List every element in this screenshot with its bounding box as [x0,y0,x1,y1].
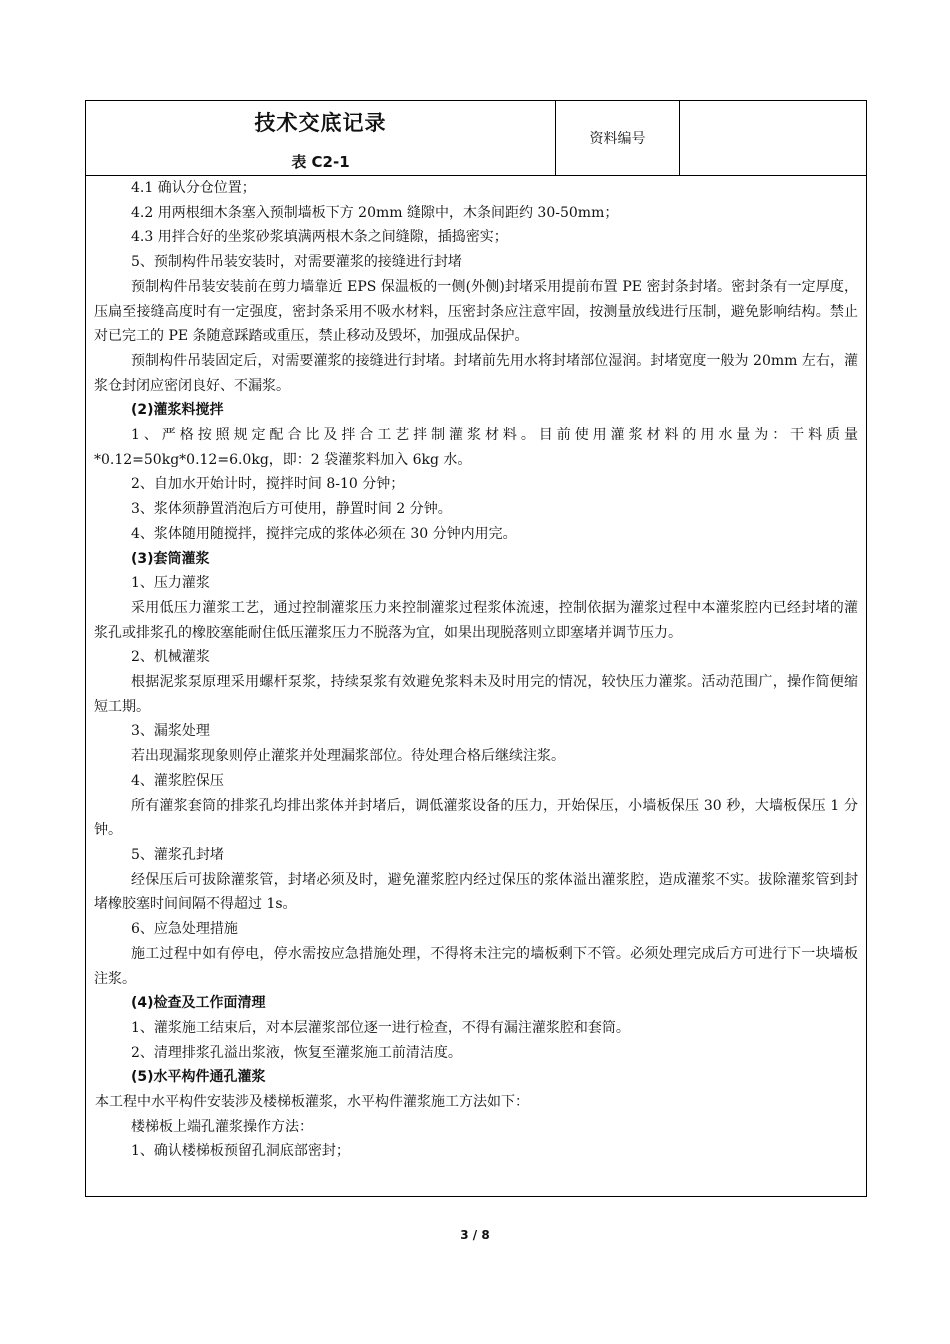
page-number: 3 / 8 [460,1228,490,1242]
paragraph: 本工程中水平构件安装涉及楼梯板灌浆，水平构件灌浆施工方法如下： [95,1094,529,1111]
paragraph: 根据泥浆泵原理采用螺杆泵浆，持续泵浆有效避免浆料未及时用完的情况，较快压力灌浆。活动范围广，操作简便缩短工期。 [94,674,858,715]
paragraph: 1、确认楼梯板预留孔洞底部密封； [131,1143,350,1160]
section-heading: (2)灌浆料搅拌 [131,402,224,419]
doc-no-label: 资料编号 [556,101,680,175]
paragraph: 2、机械灌浆 [131,649,210,666]
form-title: 技术交底记录 [254,111,387,135]
paragraph: 1、灌浆施工结束后，对本层灌浆部位逐一进行检查，不得有漏注灌浆腔和套筒。 [131,1019,630,1036]
paragraph: 1、压力灌浆 [131,575,210,592]
paragraph: 2、自加水开始计时，搅拌时间 8-10 分钟； [131,476,405,493]
paragraph: 1、严格按照规定配合比及拌合工艺拌制灌浆材料。目前使用灌浆材料的用水量为：干料质量*0.12=50kg*0.12=6.0kg，即：2 袋灌浆料加入 6kg 水。 [94,427,858,468]
paragraph: 预制构件吊装固定后，对需要灌浆的接缝进行封堵。封堵前先用水将封堵部位湿润。封堵宽度一般为 20mm 左右，灌浆仓封闭应密闭良好、不漏浆。 [94,352,858,394]
paragraph: 楼梯板上端孔灌浆操作方法： [131,1118,313,1135]
section-heading: (5)水平构件通孔灌浆 [131,1069,266,1086]
form-body [86,176,866,1196]
paragraph: 4.1 确认分仓位置； [131,180,256,196]
paragraph: 3、漏浆处理 [131,723,210,740]
paragraph: 5、灌浆孔封堵 [131,846,224,863]
paragraph: 3、浆体须静置消泡后方可使用，静置时间 2 分钟。 [131,501,452,518]
paragraph: 若出现漏浆现象则停止灌浆并处理漏浆部位。待处理合格后继续注浆。 [131,748,565,765]
paragraph: 经保压后可拔除灌浆管，封堵必须及时，避免灌浆腔内经过保压的浆体溢出灌浆腔，造成灌浆不实。拔除灌浆管到封堵橡胶塞时间间隔不得超过 1s。 [94,871,858,913]
paragraph: 所有灌浆套筒的排浆孔均排出浆体并封堵后，调低灌浆设备的压力，开始保压，小墙板保压 30 秒，大墙板保压 1 分钟。 [94,797,858,839]
title-cell [86,101,556,175]
paragraph: 4.3 用拌合好的坐浆砂浆填满两根木条之间缝隙，插捣密实； [131,229,508,246]
paragraph: 4.2 用两根细木条塞入预制墙板下方 20mm 缝隙中，木条间距约 30-50mm； [131,204,619,221]
form-header [86,101,866,176]
paragraph: 4、灌浆腔保压 [131,772,224,789]
section-heading: (3)套筒灌浆 [131,550,210,567]
paragraph: 5、预制构件吊装安装时，对需要灌浆的接缝进行封堵 [131,254,462,271]
paragraph: 施工过程中如有停电，停水需按应急措施处理，不得将未注完的墙板剩下不管。必须处理完成后方可进行下一块墙板注浆。 [94,945,858,987]
doc-no-value [680,101,866,175]
section-heading: (4)检查及工作面清理 [131,995,266,1012]
paragraph: 采用低压力灌浆工艺，通过控制灌浆压力来控制灌浆过程浆体流速，控制依据为灌浆过程中本灌浆腔内已经封堵的灌浆孔或排浆孔的橡胶塞能耐住低压灌浆压力不脱落为宜，如果出现脱落则立即塞堵并调节压力。 [94,599,858,641]
form-code: 表 C2-1 [291,153,350,171]
paragraph: 4、浆体随用随搅拌，搅拌完成的浆体必须在 30 分钟内用完。 [131,525,517,542]
paragraph: 预制构件吊装安装前在剪力墙靠近 EPS 保温板的一侧(外侧)封堵采用提前布置 PE 密封条封堵。密封条有一定厚度，压扁至接缝高度时有一定强度，密封条采用不吸水材料，压密封条应注意牢固，按测量放线进行压制，避免影响结构。禁止对已完工的 PE 条随意踩踏或重压，禁止移动及毁坏，加强成品保护。 [94,278,858,345]
paragraph: 6、应急处理措施 [131,921,238,938]
paragraph: 2、清理排浆孔溢出浆液，恢复至灌浆施工前清洁度。 [131,1044,462,1061]
technical-disclosure-form [85,100,867,1197]
